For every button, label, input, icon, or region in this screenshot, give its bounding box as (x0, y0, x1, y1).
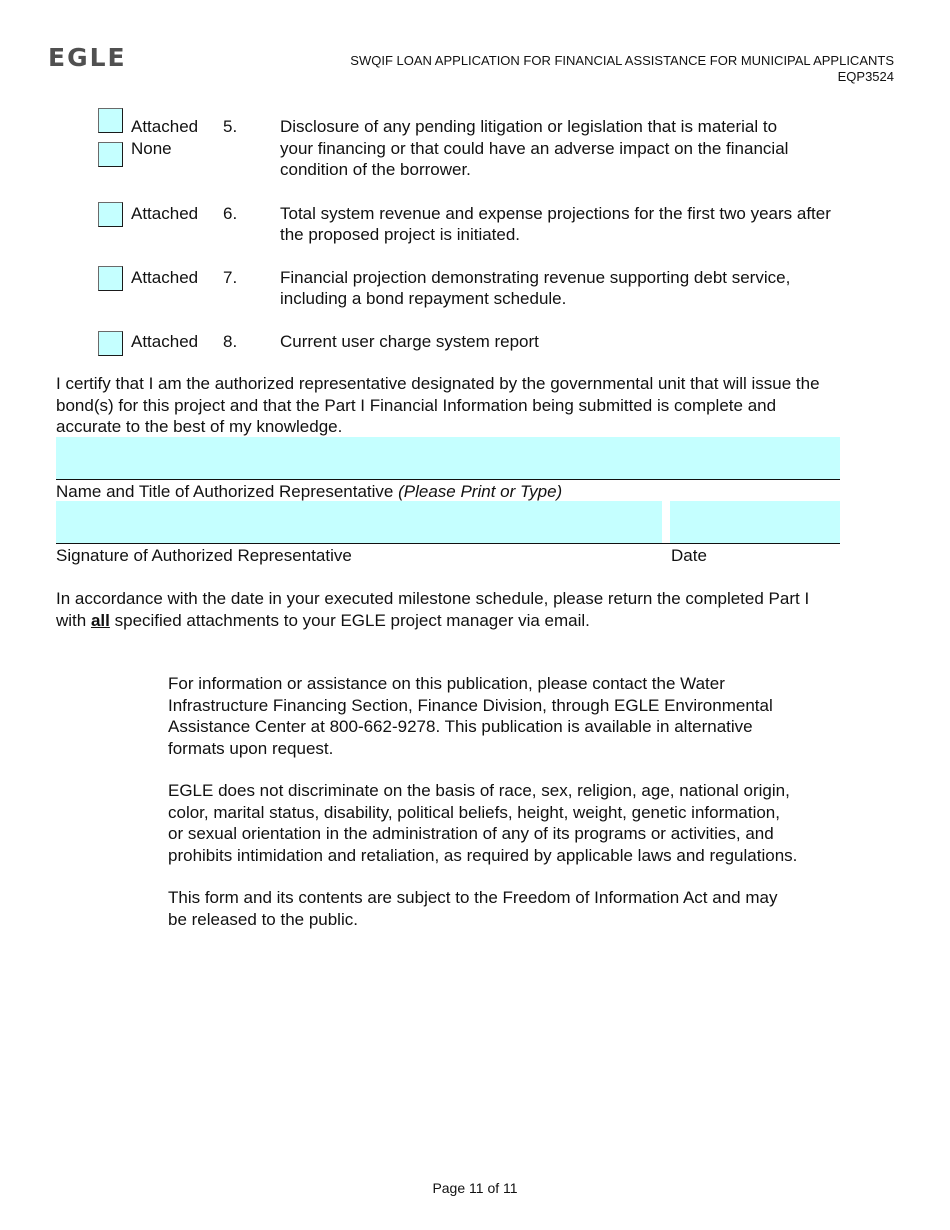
item-5-line: condition of the borrower. (280, 160, 471, 179)
return-emphasis: all (90, 610, 110, 630)
name-title-field[interactable] (56, 437, 840, 479)
return-line: In accordance with the date in your executed milestone schedule, please return the completed Part I (56, 589, 810, 608)
nondiscrimination-paragraph (168, 780, 888, 866)
item-5-description (280, 116, 880, 181)
item-6-attached-label: Attached (131, 203, 199, 223)
nondiscrimination-line: EGLE does not discriminate on the basis of race, sex, religion, age, national origin, (168, 781, 790, 800)
name-title-underline (56, 479, 840, 480)
certification-line: bond(s) for this project and that the Part I Financial Information being submitted is complete and (56, 395, 777, 415)
return-suffix: specified attachments to your EGLE project manager via email. (114, 610, 590, 630)
item-8-line: Current user charge system report (280, 331, 539, 351)
item-7-description (280, 267, 880, 310)
form-code: EQP3524 (837, 69, 894, 84)
item-8-number: 8. (223, 331, 238, 351)
name-title-label-text: Name and Title of Authorized Representative (56, 482, 394, 501)
item-5-none-label: None (131, 138, 172, 158)
nondiscrimination-line: or sexual orientation in the administration of any of its programs or activities, and (168, 824, 774, 843)
egle-logo: EGLE (48, 43, 127, 72)
nondiscrimination-line: prohibits intimidation and retaliation, as required by applicable laws and regulations. (168, 845, 798, 865)
return-instructions (56, 588, 916, 631)
item-8-attached-label: Attached (131, 331, 199, 351)
item-5-none-checkbox[interactable] (98, 142, 123, 167)
item-5-attached-label: Attached (131, 117, 199, 136)
date-field[interactable] (670, 501, 840, 543)
item-5-attached-checkbox[interactable] (98, 108, 123, 133)
signature-label: Signature of Authorized Representative (56, 546, 352, 565)
item-6-number: 6. (223, 203, 238, 223)
return-line (56, 610, 916, 632)
return-prefix: with (56, 610, 87, 630)
page-number: Page 11 of 11 (432, 1180, 518, 1196)
foia-line: be released to the public. (168, 909, 358, 929)
certification-text (56, 373, 906, 438)
item-6-description (280, 203, 880, 246)
foia-line: This form and its contents are subject to the Freedom of Information Act and may (168, 888, 778, 907)
item-7-attached-checkbox[interactable] (98, 266, 123, 291)
contact-line: For information or assistance on this publication, please contact the Water (168, 674, 725, 693)
item-7-line: including a bond repayment schedule. (280, 289, 567, 308)
certification-line: I certify that I am the authorized representative designated by the governmental unit that will issue the (56, 374, 820, 393)
date-label: Date (671, 546, 707, 565)
page-header (350, 53, 894, 85)
contact-line: formats upon request. (168, 738, 334, 758)
nondiscrimination-line: color, marital status, disability, political beliefs, height, weight, genetic information, (168, 802, 780, 822)
item-5-line: Disclosure of any pending litigation or legislation that is material to (280, 117, 778, 136)
item-7-line: Financial projection demonstrating revenue supporting debt service, (280, 267, 791, 287)
certification-line: accurate to the best of my knowledge. (56, 417, 343, 436)
item-6-attached-checkbox[interactable] (98, 202, 123, 227)
item-6-line: the proposed project is initiated. (280, 225, 521, 244)
contact-line: Infrastructure Financing Section, Finance Division, through EGLE Environmental (168, 695, 773, 715)
foia-paragraph (168, 887, 888, 930)
item-7-attached-label: Attached (131, 267, 199, 287)
item-6-line: Total system revenue and expense projections for the first two years after (280, 203, 831, 223)
name-title-hint: (Please Print or Type) (398, 482, 563, 501)
item-5-line: your financing or that could have an adverse impact on the financial (280, 138, 789, 158)
contact-line: Assistance Center at 800-662-9278. This publication is available in alternative (168, 717, 753, 736)
contact-paragraph (168, 673, 888, 759)
item-8-description (280, 331, 880, 353)
name-title-label (56, 481, 562, 503)
form-title: SWQIF LOAN APPLICATION FOR FINANCIAL ASSISTANCE FOR MUNICIPAL APPLICANTS (350, 53, 894, 68)
signature-date-underline (56, 543, 840, 544)
signature-field[interactable] (56, 501, 662, 543)
item-7-number: 7. (223, 267, 238, 287)
item-8-attached-checkbox[interactable] (98, 331, 123, 356)
item-5-number: 5. (223, 117, 238, 136)
